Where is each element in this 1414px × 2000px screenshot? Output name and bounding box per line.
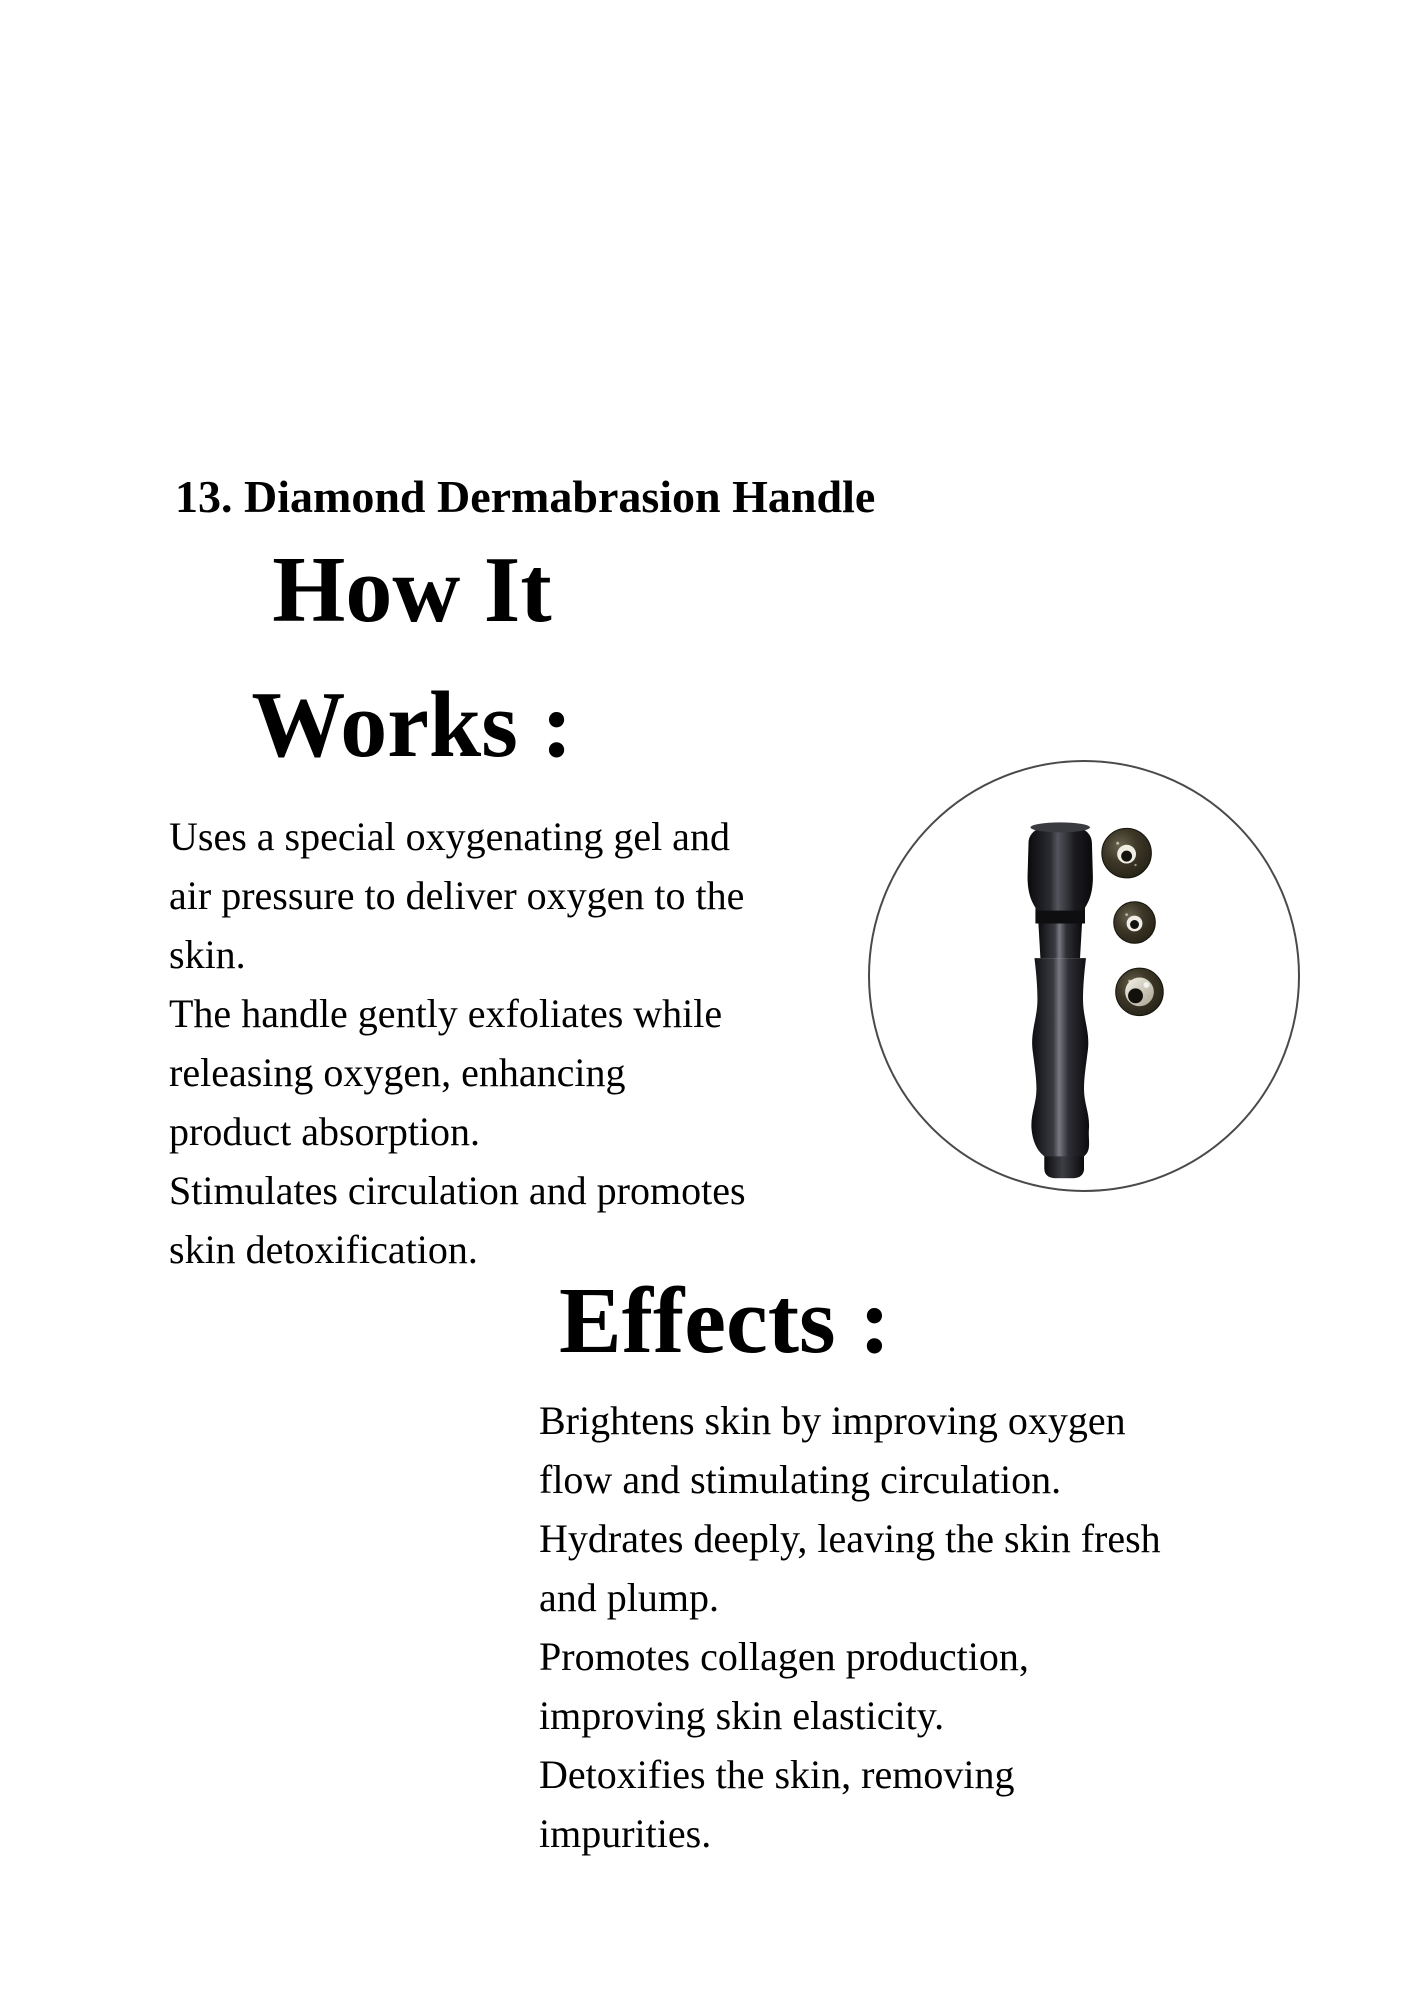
product-photo [868,760,1300,1192]
paragraph-line: Stimulates circulation and promotes [169,1168,746,1213]
paragraph-line: skin detoxification. [169,1227,478,1272]
paragraph-line: The handle gently exfoliates while [169,991,723,1036]
how-it-works-title-line2: Works : [251,673,573,777]
how-it-works-title [192,523,632,793]
effects-title: Effects : [559,1269,891,1373]
paragraph-line: air pressure to deliver oxygen to the [169,873,745,918]
how-it-works-paragraph [169,807,859,1279]
paragraph-line: Detoxifies the skin, removing [539,1752,1015,1797]
how-it-works-title-line1: How It [272,538,552,642]
paragraph-line: impurities. [539,1811,712,1856]
paragraph-line: Uses a special oxygenating gel and [169,814,730,859]
paragraph-line: Hydrates deeply, leaving the skin fresh [539,1516,1161,1561]
handle-body [1031,958,1089,1178]
paragraph-line: flow and stimulating circulation. [539,1457,1062,1502]
paragraph-line: product absorption. [169,1109,481,1154]
handle-collar [1038,923,1082,958]
handle-tip [1044,1156,1084,1178]
paragraph-line: Brightens skin by improving oxygen [539,1398,1126,1443]
diamond-tip-ring-2 [1114,902,1156,944]
diamond-tip-ring-1 [1102,828,1152,878]
effects-paragraph [539,1391,1259,1863]
paragraph-line: skin. [169,932,246,977]
section-heading: 13. Diamond Dermabrasion Handle [175,471,876,522]
handle-cap [1028,822,1093,923]
paragraph-line: and plump. [539,1575,719,1620]
paragraph-line: Promotes collagen production, [539,1634,1029,1679]
paragraph-line: improving skin elasticity. [539,1693,945,1738]
paragraph-line: releasing oxygen, enhancing [169,1050,626,1095]
dermabrasion-handle-illustration [870,762,1298,1190]
diamond-tip-ring-3 [1116,968,1164,1016]
